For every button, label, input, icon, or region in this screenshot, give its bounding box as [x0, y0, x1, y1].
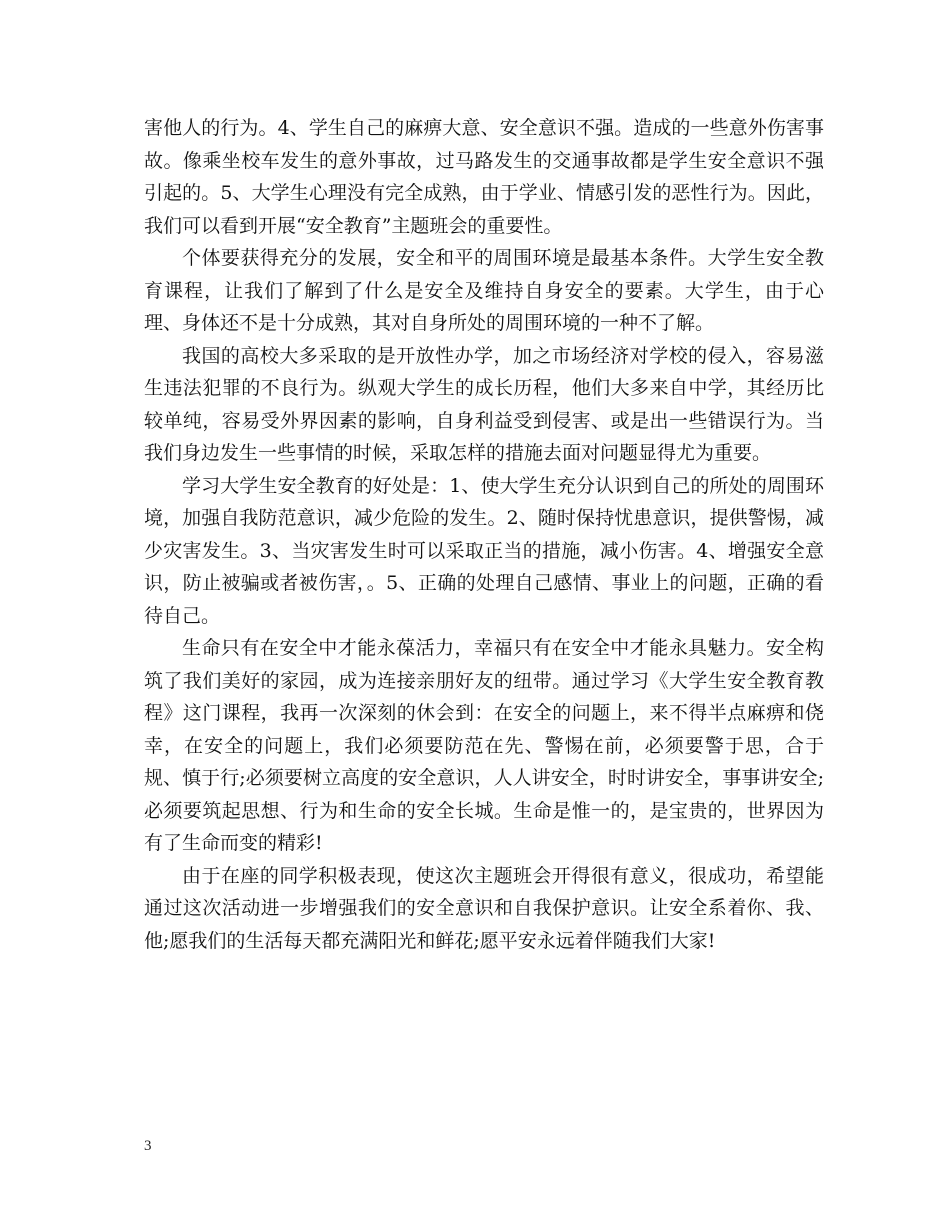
page-number: 3 [144, 1138, 152, 1154]
document-body [144, 112, 824, 957]
paragraph-6: 由于在座的同学积极表现，使这次主题班会开得很有意义，很成功，希望能通过这次活动进一步增强我们的安全意识和自我保护意识。让安全系着你、我、他;愿我们的生活每天都充满阳光和鲜花;愿平安永远着伴随我们大家! [144, 864, 824, 952]
paragraph-1: 害他人的行为。4、学生自己的麻痹大意、安全意识不强。造成的一些意外伤害事故。像乘坐校车发生的意外事故，过马路发生的交通事故都是学生安全意识不强引起的。5、大学生心理没有完全成熟，由于学业、情感引发的恶性行为。因此，我们可以看到开展“安全教育”主题班会的重要性。 [144, 117, 824, 237]
paragraph-2: 个体要获得充分的发展，安全和平的周围环境是最基本条件。大学生安全教育课程，让我们了解到了什么是安全及维持自身安全的要素。大学生，由于心理、身体还不是十分成熟，其对自身所处的周围环境的一种不了解。 [144, 247, 824, 334]
paragraph-3: 我国的高校大多采取的是开放性办学，加之市场经济对学校的侵入，容易滋生违法犯罪的不良行为。纵观大学生的成长历程，他们大多来自中学，其经历比较单纯，容易受外界因素的影响，自身利益受到侵害、或是出一些错误行为。当我们身边发生一些事情的时候，采取怎样的措施去面对问题显得尤为重要。 [144, 344, 824, 464]
paragraph-5: 生命只有在安全中才能永葆活力，幸福只有在安全中才能永具魅力。安全构筑了我们美好的家园，成为连接亲朋好友的纽带。通过学习《大学生安全教育教程》这门课程，我再一次深刻的休会到：在安全的问题上，来不得半点麻痹和侥幸，在安全的问题上，我们必须要防范在先、警惕在前，必须要警于思，合于规、慎于行;必须要树立高度的安全意识，人人讲安全，时时讲安全，事事讲安全;必须要筑起思想、行为和生命的安全长城。生命是惟一的，是宝贵的，世界因为有了生命而变的精彩! [144, 637, 824, 854]
paragraph-4: 学习大学生安全教育的好处是：1、使大学生充分认识到自己的所处的周围环境，加强自我防范意识，减少危险的发生。2、随时保持忧患意识，提供警惕，减少灾害发生。3、当灾害发生时可以采取正当的措施，减小伤害。4、增强安全意识，防止被骗或者被伤害，。5、正确的处理自己感情、事业上的问题，正确的看待自己。 [144, 474, 824, 627]
